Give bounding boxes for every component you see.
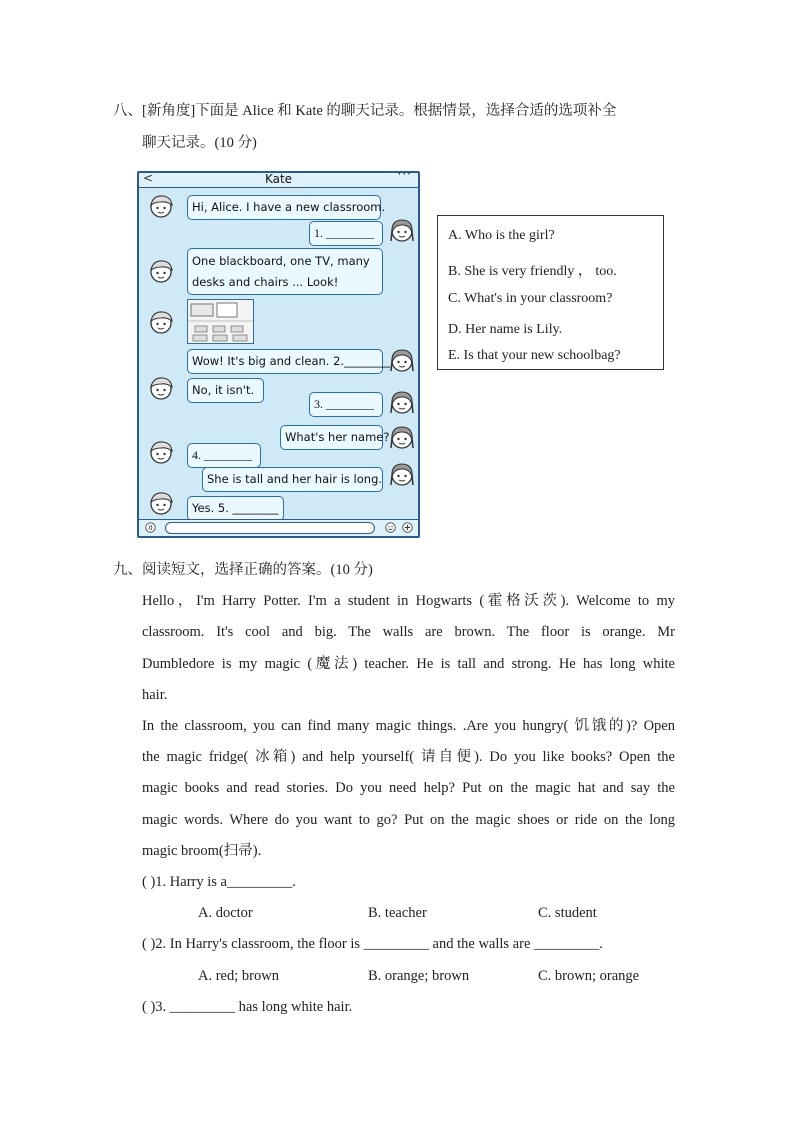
message-line: One blackboard, one TV, many: [192, 254, 370, 268]
chat-blank-4: [187, 443, 261, 468]
blank-text: 1. ________: [314, 226, 374, 240]
chat-header: [139, 167, 418, 188]
chat-title: Kate: [264, 172, 293, 186]
blank-text: 4. ________: [192, 448, 252, 462]
chat-message-kate: [187, 248, 383, 295]
message-text: Wow! It's big and clean. 2.________: [192, 354, 391, 368]
chat-input-bar: [139, 519, 418, 536]
passage-line: Hello，I'm Harry Potter. I'm a student in Hogwarts (霍格沃茨). Welcome to my: [142, 593, 675, 609]
alice-avatar-icon: [388, 346, 416, 374]
passage-line: hair.: [142, 687, 168, 703]
chat-blank-1: [309, 221, 383, 246]
question-1: ( )1. Harry is a_________.: [142, 874, 296, 890]
alice-avatar-icon: [388, 460, 416, 488]
section8-heading: 八、[新角度]下面是 Alice 和 Kate 的聊天记录。根据情景，选择合适的选项补全: [113, 103, 617, 119]
kate-avatar-icon: [147, 374, 175, 402]
question-1-option-a: A. doctor: [198, 905, 253, 921]
chat-message-alice: What's her name?: [280, 425, 383, 450]
question-2-option-b: B. orange; brown: [368, 968, 470, 984]
more-icon[interactable]: ···: [397, 167, 412, 181]
passage-line: the magic fridge( 冰箱) and help yourself( 请自便). Do you like books? Open the: [142, 749, 675, 765]
question-2: ( )2. In Harry's classroom, the floor is _________ and the walls are _________.: [142, 936, 603, 952]
passage-line: classroom. It's cool and big. The walls are brown. The floor is orange. Mr: [142, 624, 675, 640]
chat-message-kate: Yes. 5. ________: [187, 496, 284, 521]
option-c: C. What's in your classroom?: [448, 291, 613, 306]
passage-line: Dumbledore is my magic (魔法) teacher. He is tall and strong. He has long white: [142, 656, 675, 672]
kate-avatar-icon: [147, 192, 175, 220]
option-d: D. Her name is Lily.: [448, 322, 563, 337]
passage-line: magic broom(扫帚).: [142, 843, 262, 859]
chat-message-kate: No, it isn't.: [187, 378, 264, 403]
option-a: A. Who is the girl?: [448, 228, 555, 243]
kate-avatar-icon: [147, 308, 175, 336]
kate-avatar-icon: [147, 257, 175, 285]
option-e: E. Is that your new schoolbag?: [448, 348, 621, 363]
alice-avatar-icon: [388, 423, 416, 451]
plus-icon[interactable]: [402, 522, 413, 533]
chat-window: [137, 167, 420, 538]
voice-icon[interactable]: [145, 522, 156, 533]
options-box: [437, 215, 664, 370]
passage-line: magic words. Where do you want to go? Put on the magic shoes or ride on the long: [142, 812, 675, 828]
chat-message-kate: Hi, Alice. I have a new classroom.: [187, 195, 381, 220]
kate-avatar-icon: [147, 438, 175, 466]
question-1-option-b: B. teacher: [368, 905, 427, 921]
section9-heading: 九、阅读短文，选择正确的答案。(10 分): [113, 562, 373, 578]
question-1-option-c: C. student: [538, 905, 597, 921]
classroom-photo: [187, 299, 254, 344]
question-2-option-c: C. brown; orange: [538, 968, 640, 984]
chat-blank-3: [309, 392, 383, 417]
question-2-option-a: A. red; brown: [198, 968, 279, 984]
back-icon[interactable]: <: [143, 171, 154, 185]
kate-avatar-icon: [147, 489, 175, 517]
section8-heading-cont: 聊天记录。(10 分): [142, 135, 257, 151]
passage-line: magic books and read stories. Do you need help? Put on the magic hat and say the: [142, 780, 675, 796]
alice-avatar-icon: [388, 216, 416, 244]
chat-message-alice: [187, 349, 391, 374]
message-line: desks and chairs ... Look!: [192, 275, 339, 289]
question-3: ( )3. _________ has long white hair.: [142, 999, 353, 1015]
message-input[interactable]: [165, 522, 375, 534]
blank-text: 3. ________: [314, 397, 374, 411]
emoji-icon[interactable]: [385, 522, 396, 533]
option-b: B. She is very friendly ， too.: [448, 264, 617, 279]
alice-avatar-icon: [388, 388, 416, 416]
chat-message-alice: She is tall and her hair is long.: [202, 467, 383, 492]
passage-line: In the classroom, you can find many magic things. .Are you hungry( 饥饿的)? Open: [142, 718, 675, 734]
